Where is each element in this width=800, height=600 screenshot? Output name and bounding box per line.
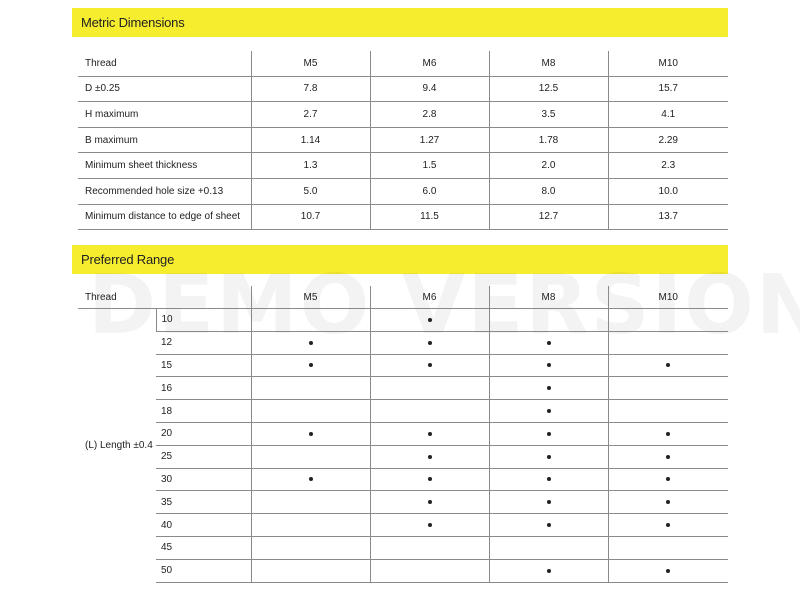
bullet-icon (666, 363, 670, 367)
availability-cell (489, 354, 608, 377)
length-value: 45 (156, 536, 251, 559)
availability-cell (251, 354, 370, 377)
availability-cell (489, 377, 608, 400)
availability-cell (489, 445, 608, 468)
availability-cell (370, 445, 489, 468)
availability-cell (370, 514, 489, 537)
bullet-icon (547, 363, 551, 367)
availability-cell (251, 491, 370, 514)
metric-value: 10.7 (251, 204, 370, 230)
metric-row (78, 127, 728, 153)
range-row (78, 536, 728, 559)
metric-row-label: Minimum distance to edge of sheet (78, 204, 251, 230)
bullet-icon (547, 409, 551, 413)
bullet-icon (309, 363, 313, 367)
range-header-row (78, 286, 728, 309)
metric-row-label: Recommended hole size +0.13 (78, 178, 251, 204)
metric-dimensions-title: Metric Dimensions (81, 15, 185, 30)
metric-value: 6.0 (370, 178, 489, 204)
bullet-icon (309, 341, 313, 345)
range-column-header: M6 (370, 286, 489, 309)
availability-cell (608, 536, 728, 559)
availability-cell (370, 536, 489, 559)
metric-value: 1.3 (251, 153, 370, 179)
availability-cell (608, 422, 728, 445)
availability-cell (370, 309, 489, 332)
bullet-icon (309, 432, 313, 436)
bullet-icon (547, 500, 551, 504)
metric-column-header: M10 (608, 51, 728, 76)
metric-dimensions-header (72, 8, 728, 37)
metric-row (78, 178, 728, 204)
metric-value: 8.0 (489, 178, 608, 204)
metric-value: 4.1 (608, 102, 728, 128)
metric-value: 7.8 (251, 76, 370, 102)
length-value: 25 (156, 445, 251, 468)
metric-value: 1.14 (251, 127, 370, 153)
availability-cell (370, 354, 489, 377)
range-column-header: M10 (608, 286, 728, 309)
bullet-icon (428, 500, 432, 504)
availability-cell (489, 491, 608, 514)
availability-cell (370, 377, 489, 400)
range-row (78, 354, 728, 377)
range-column-header: M8 (489, 286, 608, 309)
bullet-icon (666, 432, 670, 436)
availability-cell (489, 468, 608, 491)
availability-cell (489, 400, 608, 423)
range-row (78, 400, 728, 423)
metric-value: 11.5 (370, 204, 489, 230)
availability-cell (251, 422, 370, 445)
availability-cell (608, 445, 728, 468)
bullet-icon (428, 318, 432, 322)
bullet-icon (428, 363, 432, 367)
bullet-icon (428, 455, 432, 459)
length-label: (L) Length ±0.4 (85, 440, 153, 452)
bullet-icon (547, 432, 551, 436)
range-row (78, 377, 728, 400)
length-value: 30 (156, 468, 251, 491)
availability-cell (608, 491, 728, 514)
metric-value: 1.27 (370, 127, 489, 153)
bullet-icon (428, 477, 432, 481)
bullet-icon (547, 386, 551, 390)
metric-header-row (78, 51, 728, 76)
availability-cell (370, 468, 489, 491)
metric-column-header: Thread (78, 51, 251, 76)
metric-value: 3.5 (489, 102, 608, 128)
metric-value: 2.3 (608, 153, 728, 179)
range-column-header: M5 (251, 286, 370, 309)
metric-value: 12.7 (489, 204, 608, 230)
metric-value: 5.0 (251, 178, 370, 204)
bullet-icon (666, 569, 670, 573)
length-value: 20 (156, 422, 251, 445)
availability-cell (370, 331, 489, 354)
availability-cell (608, 468, 728, 491)
range-row (78, 422, 728, 445)
metric-value: 9.4 (370, 76, 489, 102)
availability-cell (608, 309, 728, 332)
range-row (78, 445, 728, 468)
length-value: 35 (156, 491, 251, 514)
metric-value: 2.0 (489, 153, 608, 179)
availability-cell (489, 536, 608, 559)
availability-cell (251, 377, 370, 400)
metric-dimensions-table (78, 51, 728, 230)
metric-row-label: B maximum (78, 127, 251, 153)
availability-cell (370, 400, 489, 423)
bullet-icon (666, 500, 670, 504)
availability-cell (251, 400, 370, 423)
availability-cell (608, 354, 728, 377)
preferred-range-table (78, 286, 728, 583)
bullet-icon (309, 477, 313, 481)
length-value: 18 (156, 400, 251, 423)
availability-cell (489, 514, 608, 537)
bullet-icon (547, 523, 551, 527)
length-value: 12 (156, 331, 251, 354)
availability-cell (251, 536, 370, 559)
availability-cell (489, 422, 608, 445)
metric-column-header: M6 (370, 51, 489, 76)
bullet-icon (428, 432, 432, 436)
availability-cell (608, 377, 728, 400)
availability-cell (489, 309, 608, 332)
range-row (78, 514, 728, 537)
bullet-icon (666, 477, 670, 481)
range-row (78, 491, 728, 514)
availability-cell (251, 309, 370, 332)
availability-cell (370, 559, 489, 582)
metric-row-label: H maximum (78, 102, 251, 128)
length-value: 40 (156, 514, 251, 537)
bullet-icon (666, 455, 670, 459)
bullet-icon (428, 341, 432, 345)
metric-row-label: Minimum sheet thickness (78, 153, 251, 179)
availability-cell (608, 331, 728, 354)
metric-column-header: M5 (251, 51, 370, 76)
availability-cell (251, 514, 370, 537)
range-row (78, 331, 728, 354)
range-row (78, 468, 728, 491)
range-column-header: Thread (78, 286, 251, 309)
metric-value: 2.8 (370, 102, 489, 128)
range-row (78, 559, 728, 582)
bullet-icon (666, 523, 670, 527)
metric-column-header: M8 (489, 51, 608, 76)
metric-value: 1.5 (370, 153, 489, 179)
metric-row (78, 153, 728, 179)
length-value: 50 (156, 559, 251, 582)
availability-cell (251, 445, 370, 468)
metric-row (78, 102, 728, 128)
metric-value: 13.7 (608, 204, 728, 230)
bullet-icon (547, 455, 551, 459)
preferred-range-title: Preferred Range (81, 252, 175, 267)
availability-cell (608, 559, 728, 582)
metric-row-label: D ±0.25 (78, 76, 251, 102)
availability-cell (608, 514, 728, 537)
bullet-icon (547, 341, 551, 345)
length-value: 15 (156, 354, 251, 377)
range-row (78, 309, 728, 332)
metric-row (78, 76, 728, 102)
metric-value: 15.7 (608, 76, 728, 102)
bullet-icon (547, 477, 551, 481)
availability-cell (370, 491, 489, 514)
availability-cell (608, 400, 728, 423)
availability-cell (251, 559, 370, 582)
bullet-icon (547, 569, 551, 573)
metric-value: 2.29 (608, 127, 728, 153)
length-value: 10 (156, 309, 251, 332)
metric-value: 1.78 (489, 127, 608, 153)
availability-cell (489, 559, 608, 582)
availability-cell (251, 331, 370, 354)
availability-cell (370, 422, 489, 445)
length-value: 16 (156, 377, 251, 400)
preferred-range-header (72, 245, 728, 274)
metric-row (78, 204, 728, 230)
metric-value: 10.0 (608, 178, 728, 204)
metric-value: 2.7 (251, 102, 370, 128)
metric-value: 12.5 (489, 76, 608, 102)
availability-cell (489, 331, 608, 354)
availability-cell (251, 468, 370, 491)
bullet-icon (428, 523, 432, 527)
